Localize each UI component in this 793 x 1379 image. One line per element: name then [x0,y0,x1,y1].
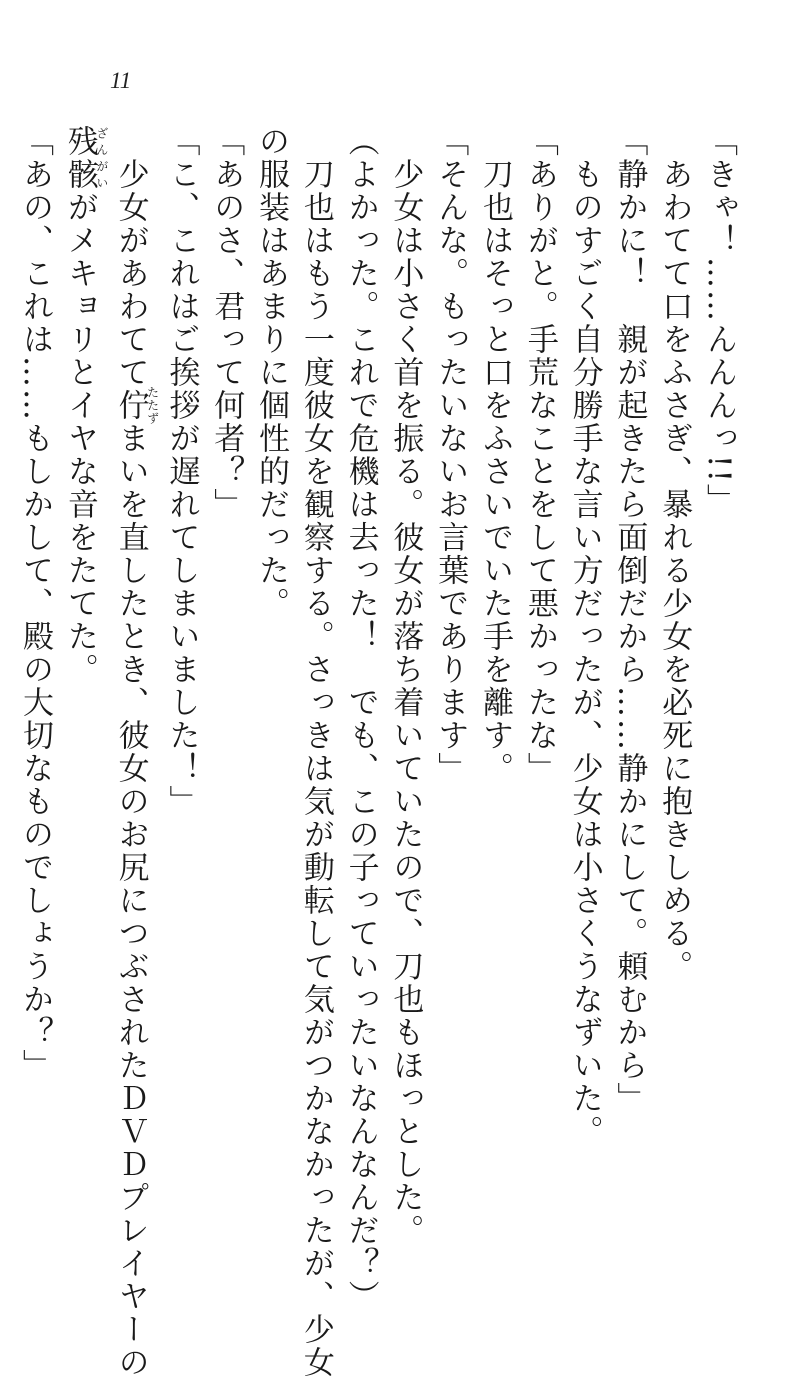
page-number: 11 [110,68,132,93]
text-line-14 [108,125,160,1379]
text-line-9: （よかった。これで危機は去った！ でも、この子っていったいなんなんだ？） [342,125,379,1313]
text-line-11: の服装はあまりに個性的だった。 [253,125,290,620]
text-line-14-post: まいを直したとき、彼女のお尻につぶされたＤＶＤプレイヤーの [112,422,149,1379]
text-line-7: 「そんな。もったいないお言葉であります」 [432,125,469,785]
text-line-8: 少女は小さく首を振る。彼女が落ち着いていたので、刀也もほっとした。 [387,158,424,1247]
text-line-2: あわてて口をふさぎ、暴れる少女を必死に抱きしめる。 [656,158,693,983]
novel-body-text [17,125,741,1379]
text-line-13: 「こ、これはご挨拶が遅れてしまいました！」 [163,125,200,818]
text-line-4: ものすごく自分勝手な言い方だったが、少女は小さくうなずいた。 [566,158,603,1148]
text-line-5: 「ありがと。手荒なことをして悪かったな」 [521,125,558,785]
text-line-15-post: がメキョリとイヤな音をたてた。 [61,191,98,686]
text-line-15 [57,125,108,1165]
text-line-1: 「きゃ！……んんんっ!!」 [701,125,737,517]
ruby-tatazu: 佇たたず [112,386,160,425]
text-line-3: 「静かに！ 親が起きたら面倒だから……静かにして。頼むから」 [611,125,648,1115]
text-line-14-pre: 少女があわてて [112,158,149,389]
text-line-16: 「あの、これは……もしかして、殿の大切なものでしょうか？」 [17,125,54,1082]
text-line-10: 刀也はもう一度彼女を観察する。さっきは気が動転して気がつかなかったが、少女 [297,158,334,1379]
text-line-6: 刀也はそっと口をふさいでいた手を離す。 [477,158,514,785]
ruby-zangai: 残骸ざんがい [61,125,109,191]
text-line-12: 「あのさ、君って何者？」 [208,125,245,521]
